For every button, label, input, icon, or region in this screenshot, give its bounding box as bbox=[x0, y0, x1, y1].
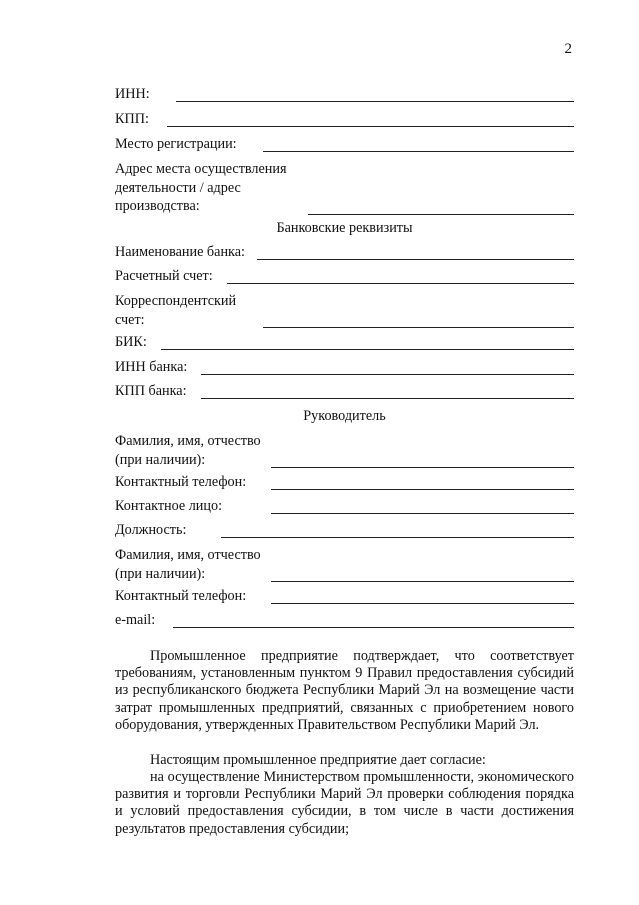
phone2-line[interactable] bbox=[271, 603, 574, 604]
phone-row bbox=[115, 474, 574, 491]
account-row bbox=[115, 268, 574, 285]
account-label: Расчетный счет: bbox=[115, 268, 213, 284]
bank-name-label: Наименование банка: bbox=[115, 244, 245, 260]
position-line[interactable] bbox=[221, 537, 574, 538]
fio-line[interactable] bbox=[271, 467, 574, 468]
address-label-line1: Адрес места осуществления bbox=[115, 161, 287, 177]
consent-paragraph-3: на осуществление Министерством промышленности, экономического развития и торговли Республики Марий Эл проверки соблюдения порядка и условий предоставления субсидии, в том числе в части достижения результатов предоставления субсидии; bbox=[115, 769, 574, 837]
kpp-row bbox=[115, 111, 574, 128]
reg-place-row bbox=[115, 136, 574, 153]
fio-label-line1: Фамилия, имя, отчество bbox=[115, 433, 261, 449]
bank-inn-line[interactable] bbox=[201, 374, 574, 375]
fio2-label-line1: Фамилия, имя, отчество bbox=[115, 547, 261, 563]
address-label-line2: деятельности / адрес bbox=[115, 179, 241, 196]
fio-row bbox=[115, 432, 574, 469]
bik-line[interactable] bbox=[161, 349, 574, 350]
address-line[interactable] bbox=[308, 214, 574, 215]
phone2-label: Контактный телефон: bbox=[115, 588, 247, 604]
bank-heading: Банковские реквизиты bbox=[276, 220, 413, 236]
email-row bbox=[115, 612, 574, 629]
bank-kpp-row bbox=[115, 383, 574, 400]
head-heading: Руководитель bbox=[303, 408, 386, 424]
corr-line[interactable] bbox=[263, 327, 574, 328]
corr-row bbox=[115, 292, 574, 329]
email-label: e-mail: bbox=[115, 612, 156, 628]
position-row bbox=[115, 522, 574, 539]
kpp-line[interactable] bbox=[167, 126, 574, 127]
contact-person-label: Контактное лицо: bbox=[115, 498, 223, 514]
address-label bbox=[115, 160, 287, 216]
fio-label bbox=[115, 432, 261, 469]
page-number: 2 bbox=[564, 41, 572, 57]
address-row bbox=[115, 160, 574, 216]
consent-paragraph-2: Настоящим промышленное предприятие дает согласие: bbox=[150, 752, 486, 768]
kpp-label: КПП: bbox=[115, 111, 149, 127]
contact-person-line[interactable] bbox=[271, 513, 574, 514]
inn-label: ИНН: bbox=[115, 86, 150, 102]
bik-row bbox=[115, 334, 574, 351]
bank-name-row bbox=[115, 244, 574, 261]
corr-label bbox=[115, 292, 236, 329]
phone-line[interactable] bbox=[271, 489, 574, 490]
account-line[interactable] bbox=[227, 283, 574, 284]
fio2-line[interactable] bbox=[271, 581, 574, 582]
position-label: Должность: bbox=[115, 522, 187, 538]
contact-person-row bbox=[115, 498, 574, 515]
bank-inn-row bbox=[115, 359, 574, 376]
phone2-row bbox=[115, 588, 574, 605]
bik-label: БИК: bbox=[115, 334, 147, 350]
email-line[interactable] bbox=[173, 627, 574, 628]
corr-label-line2: счет: bbox=[115, 311, 145, 328]
reg-place-label: Место регистрации: bbox=[115, 136, 237, 152]
bank-kpp-line[interactable] bbox=[201, 398, 574, 399]
consent-paragraph-1: Промышленное предприятие подтверждает, что соответствует требованиям, установленным пунктом 9 Правил предоставления субсидий из республиканского бюджета Республики Марий Эл на возмещение части затрат промышленных предприятий, связанных с приобретением нового оборудования, утвержденных Правительством Республики Марий Эл. bbox=[115, 648, 574, 733]
fio2-row bbox=[115, 546, 574, 583]
bank-kpp-label: КПП банка: bbox=[115, 383, 187, 399]
fio-label-line2: (при наличии): bbox=[115, 451, 206, 468]
fio2-label bbox=[115, 546, 261, 583]
phone-label: Контактный телефон: bbox=[115, 474, 247, 490]
inn-line[interactable] bbox=[176, 101, 574, 102]
inn-row bbox=[115, 86, 574, 103]
bank-name-line[interactable] bbox=[257, 259, 574, 260]
bank-inn-label: ИНН банка: bbox=[115, 359, 188, 375]
corr-label-line1: Корреспондентский bbox=[115, 293, 237, 309]
address-label-line3: производства: bbox=[115, 198, 200, 214]
fio2-label-line2: (при наличии): bbox=[115, 565, 206, 582]
reg-place-line[interactable] bbox=[263, 151, 574, 152]
